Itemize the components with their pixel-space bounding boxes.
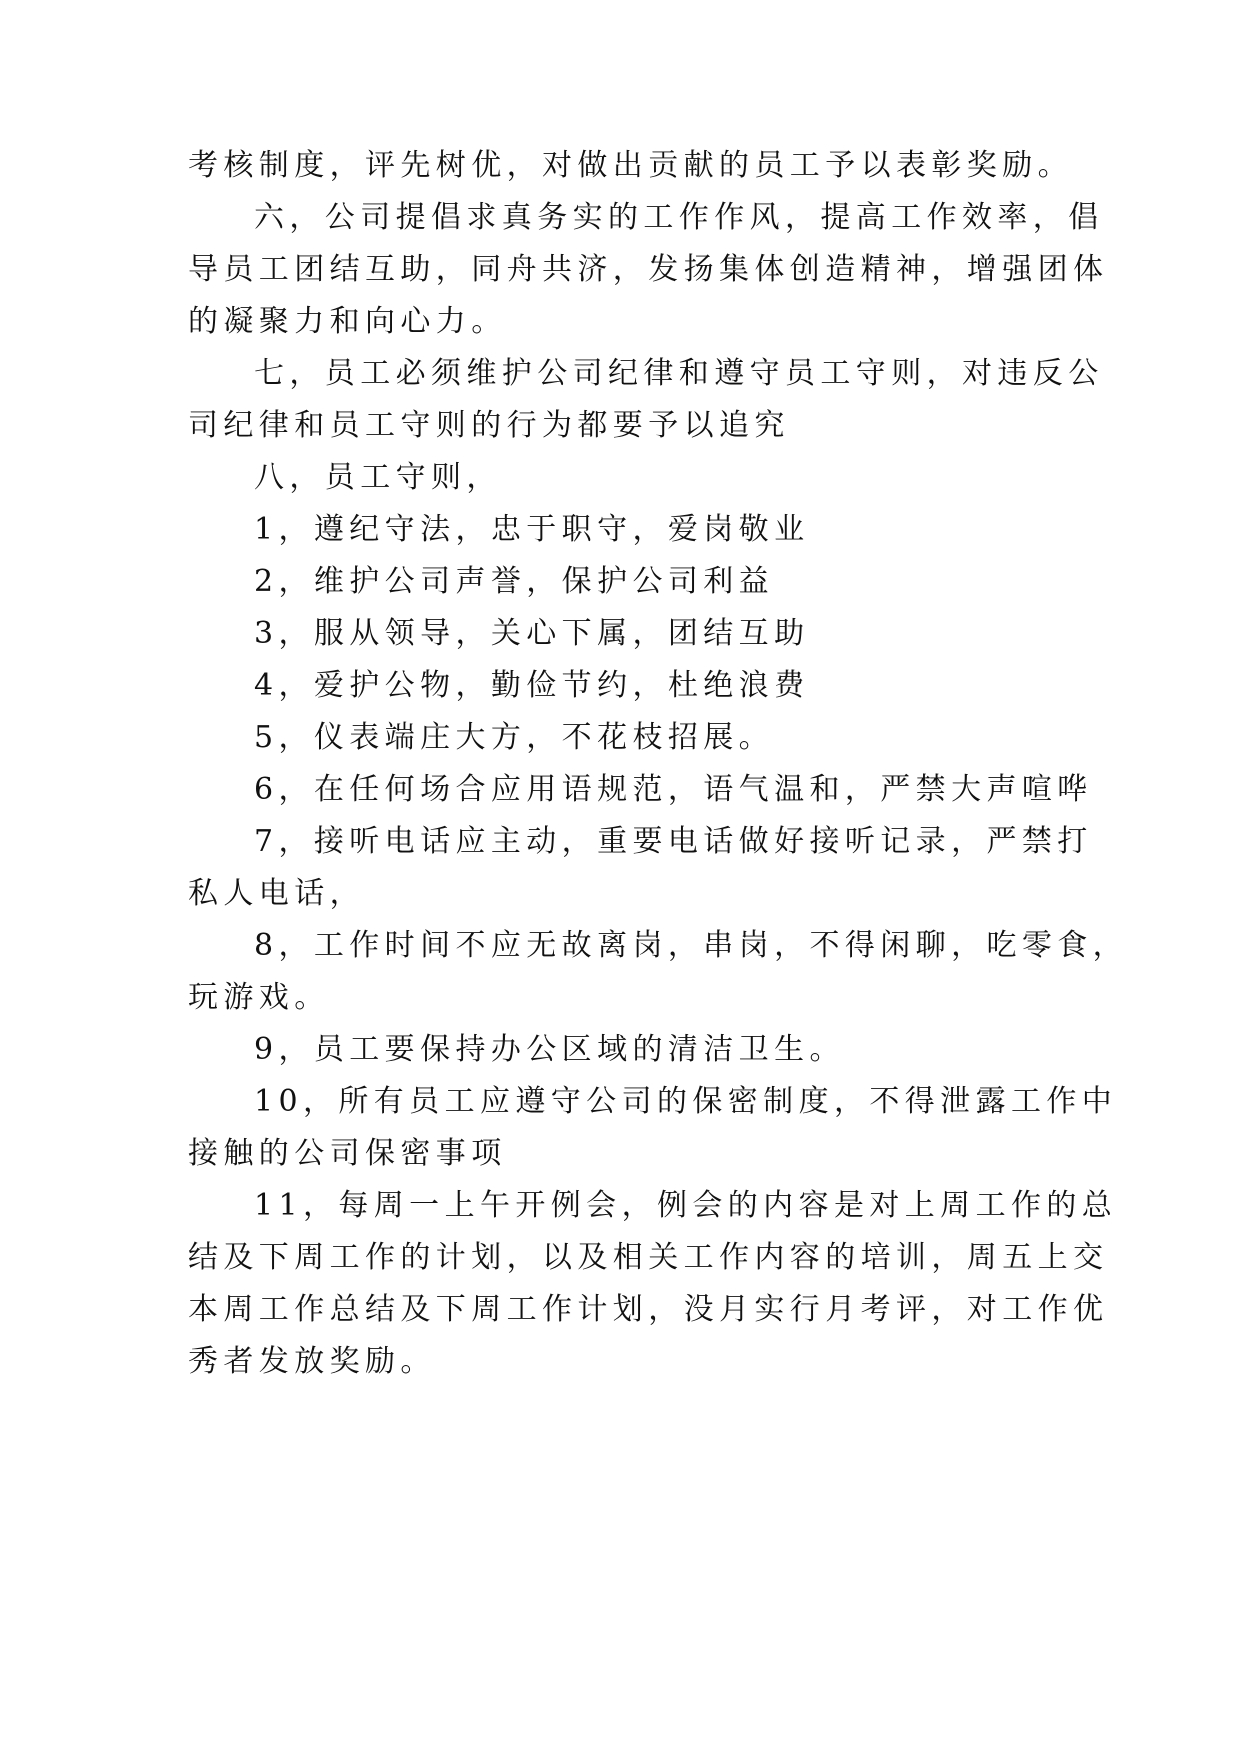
text-line: 4，爱护公物，勤俭节约，杜绝浪费	[254, 668, 810, 703]
text-line: 5，仪表端庄大方，不花枝招展。	[254, 720, 775, 755]
text-line: 玩游戏。	[188, 980, 330, 1015]
text-line: 七，员工必须维护公司纪律和遵守员工守则，对违反公	[254, 356, 1104, 391]
text-line: 八，员工守则，	[254, 460, 502, 495]
text-line: 7，接听电话应主动，重要电话做好接听记录，严禁打	[254, 824, 1093, 859]
text-line: 结及下周工作的计划，以及相关工作内容的培训，周五上交	[188, 1240, 1109, 1275]
text-line: 考核制度，评先树优，对做出贡献的员工予以表彰奖励。	[188, 148, 1073, 183]
text-line: 2，维护公司声誉，保护公司利益	[254, 564, 775, 599]
text-line: 导员工团结互助，同舟共济，发扬集体创造精神，增强团体	[188, 252, 1109, 287]
text-line: 3，服从领导，关心下属，团结互助	[254, 616, 810, 651]
text-line: 接触的公司保密事项	[188, 1136, 507, 1171]
text-line: 8，工作时间不应无故离岗，串岗，不得闲聊，吃零食，	[254, 928, 1129, 963]
text-line: 秀者发放奖励。	[188, 1344, 436, 1379]
text-line: 1，遵纪守法，忠于职守，爱岗敬业	[254, 512, 810, 547]
text-line: 11，每周一上午开例会，例会的内容是对上周工作的总	[254, 1188, 1118, 1223]
text-line: 司纪律和员工守则的行为都要予以追究	[188, 408, 790, 443]
text-line: 私人电话，	[188, 876, 365, 911]
text-line: 的凝聚力和向心力。	[188, 304, 507, 339]
text-line: 本周工作总结及下周工作计划，没月实行月考评，对工作优	[188, 1292, 1109, 1327]
text-line: 9，员工要保持办公区域的清洁卫生。	[254, 1032, 845, 1067]
text-line: 六，公司提倡求真务实的工作作风，提高工作效率，倡	[254, 200, 1104, 235]
text-line: 6，在任何场合应用语规范，语气温和，严禁大声喧哗	[254, 772, 1093, 807]
text-line: 10，所有员工应遵守公司的保密制度，不得泄露工作中	[254, 1084, 1118, 1119]
